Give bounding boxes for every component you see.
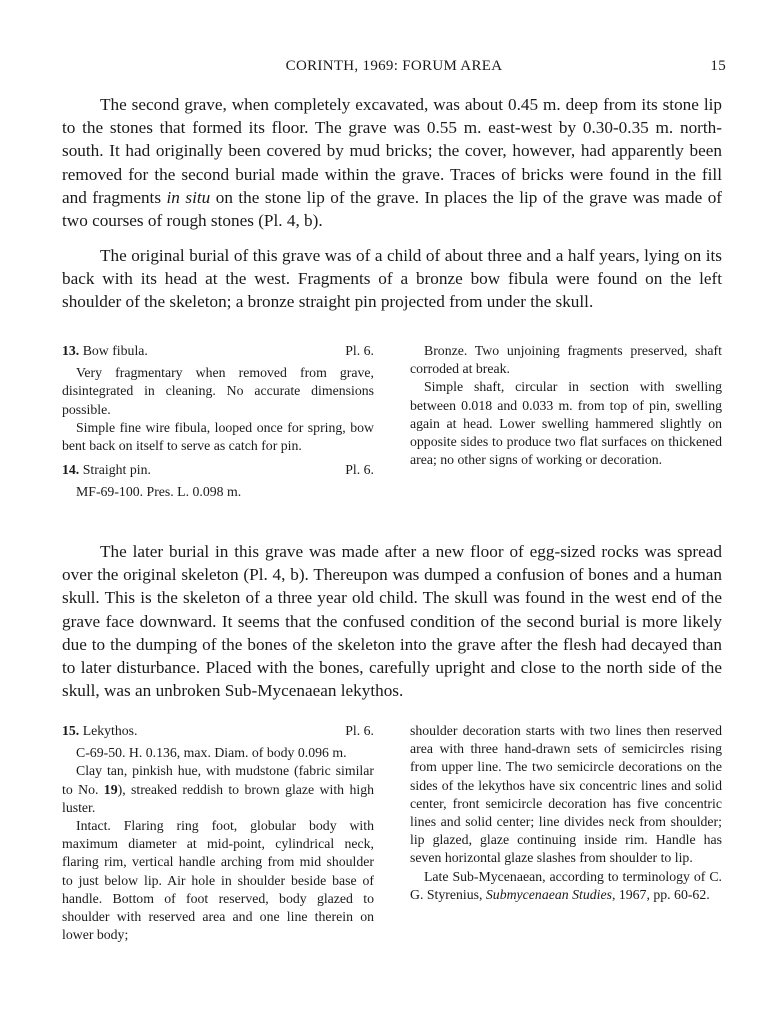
catalogue-left-column-1 — [62, 342, 374, 502]
entry-14-plate: Pl. 6. — [345, 462, 374, 478]
dating-text-a: Late Sub-Mycenaean, according to terminology of C. G. Styrenius, — [410, 868, 722, 902]
running-title: CORINTH, 1969: FORUM AREA — [285, 58, 503, 74]
entry-15-name: Lekythos. — [82, 723, 138, 738]
entry-15-number: 15. — [62, 723, 80, 738]
entry-15-plate: Pl. 6. — [345, 723, 374, 738]
entry-14-heading — [62, 461, 374, 479]
paragraph-original-burial: The original burial of this grave was of a child of about three and a half years, lying on its back with its head at the west. Fragments of a bronze bow fibula were found on the left shoulder of the skeleton; a bronze straight pin projected from under the skull. — [62, 246, 722, 312]
entry-13-text-2: Simple fine wire fibula, looped once for spring, bow bent back on itself to serve as catch for pin. — [62, 419, 374, 454]
entry-15-heading — [62, 722, 374, 740]
entry-15-inventory: C-69-50. H. 0.136, max. Diam. of body 0.096 m. — [76, 745, 347, 761]
paragraph-text: The second grave, when completely excavated, was about 0.45 m. deep from its stone lip to the stones that formed its floor. The grave was 0.55 m. east-west by 0.30-0.35 m. north-south. It had originally been covered by mud bricks; the cover, however, had apparently been removed for the second burial made within the grave. Traces of bricks were found in the fill and fragments — [62, 95, 722, 207]
entry-14-inventory: MF-69-100. Pres. L. 0.098 m. — [76, 484, 242, 500]
entry-15-description-part-2: shoulder decoration starts with two lines then reserved area with three hand-drawn sets of semicircles rising from upper line. The two semicircle decorations on the sides of the lekythos have six concentric lines and solid center, front semicircle decoration has five concentric lines and solid center; line divides neck from shoulder; lip glazed, glaze continuing inside rim. Handle has seven horizontal glaze slashes from shoulder to lip. — [410, 723, 722, 866]
paragraph-later-burial: The later burial in this grave was made after a new floor of egg-sized rocks was spread over the original skeleton (Pl. 4, b). Thereupon was dumped a confusion of bones and a human skull. This is the skeleton of a three year old child. The skull was found in the west end of the grave face downward. It seems that the confused condition of the second burial is more likely due to the dumping of the bones of the skeleton into the grave after the flesh had decayed than to later disturbance. Placed with the bones, carefully upright and close to the north side of the skull, was an unbroken Sub-Mycenaean lekythos. — [62, 542, 722, 701]
catalogue-right-column-1 — [410, 342, 722, 469]
entry-14-number: 14. — [62, 462, 80, 478]
entry-14-text-1: Bronze. Two unjoining fragments preserved, shaft corroded at break. — [410, 343, 722, 377]
page-number: 15 — [710, 58, 726, 74]
entry-13-text-1: Very fragmentary when removed from grave, disintegrated in cleaning. No accurate dimensions possible. — [62, 365, 374, 417]
catalogue-left-column-2 — [62, 722, 374, 944]
fabric-text-b: ), streaked reddish to brown glaze with high luster. — [62, 781, 374, 815]
entry-15-fabric — [62, 762, 374, 817]
dating-reference: Submycenaean Studies — [485, 886, 612, 902]
entry-15-dating — [410, 868, 722, 904]
paragraph-second-grave — [62, 93, 722, 232]
catalogue-right-column-2 — [410, 722, 722, 904]
entry-13-name: Bow fibula. — [82, 343, 148, 358]
fabric-cross-reference: 19 — [103, 781, 118, 797]
entry-13-number: 13. — [62, 343, 80, 358]
paragraph-text-end: on the stone lip of the grave. In places the lip of the grave was made of two courses of rough stones (Pl. 4, b). — [62, 187, 723, 231]
entry-14-name: Straight pin. — [82, 462, 151, 478]
fabric-text-a: Clay tan, pinkish hue, with mudstone (fabric similar to No. — [62, 763, 374, 797]
entry-13-heading — [62, 342, 374, 360]
dating-text-b: , 1967, pp. 60-62. — [611, 886, 710, 902]
entry-13-plate: Pl. 6. — [345, 343, 374, 358]
entry-14-text-2: Simple shaft, circular in section with swelling between 0.018 and 0.033 m. from top of pin, swelling again at head. Lower swelling hammered slightly on opposite sides to produce two flat surfaces on thickened area; no other signs of working or decoration. — [410, 379, 722, 468]
italic-term: in situ — [166, 187, 211, 207]
entry-15-description-part-1: Intact. Flaring ring foot, globular body with maximum diameter at mid-point, cylindrical neck, flaring rim, vertical handle arching from mid shoulder to just below lip. Air hole in shoulder beside base of handle. Bottom of foot reserved, body glazed to shoulder with reserved area and one line therein on lower body; — [62, 818, 374, 943]
